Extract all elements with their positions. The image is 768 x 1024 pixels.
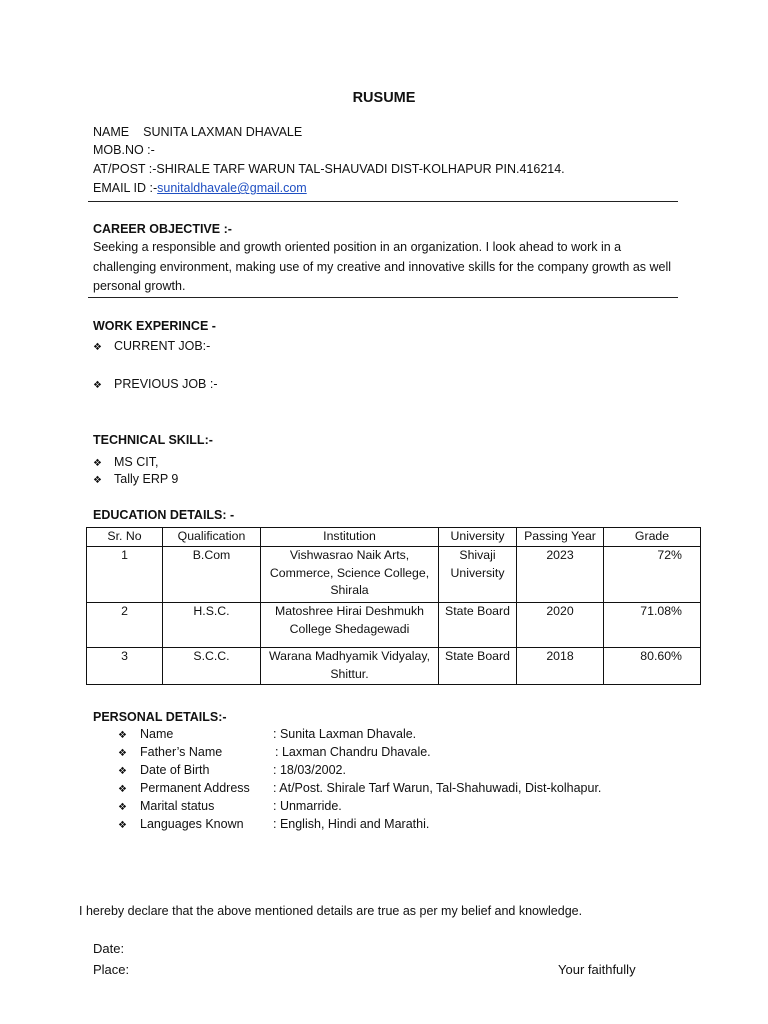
table-cell: 72% xyxy=(604,547,701,603)
technical-skill-title: TECHNICAL SKILL:- xyxy=(93,433,213,447)
page-title: RUSUME xyxy=(352,90,416,106)
detail-value: : At/Post. Shirale Tarf Warun, Tal-Shahuwadi, Dist-kolhapur. xyxy=(273,781,602,795)
column-header: Passing Year xyxy=(517,528,604,547)
diamond-bullet-icon: ❖ xyxy=(118,820,127,831)
column-header: Qualification xyxy=(163,528,261,547)
skill-item: MS CIT, xyxy=(114,455,159,469)
table-cell: 2020 xyxy=(517,603,604,648)
diamond-bullet-icon: ❖ xyxy=(118,802,127,813)
diamond-bullet-icon: ❖ xyxy=(93,380,102,391)
diamond-bullet-icon: ❖ xyxy=(93,458,102,469)
personal-detail-item xyxy=(118,817,429,831)
table-cell: Shivaji University xyxy=(439,547,517,603)
detail-label: Father’s Name xyxy=(140,745,223,759)
list-item xyxy=(93,377,218,391)
current-job-label: CURRENT JOB:- xyxy=(114,339,211,353)
table-cell: B.Com xyxy=(163,547,261,603)
table-cell: 2023 xyxy=(517,547,604,603)
personal-detail-item xyxy=(118,799,342,813)
diamond-bullet-icon: ❖ xyxy=(93,475,102,486)
diamond-bullet-icon: ❖ xyxy=(118,748,127,759)
personal-detail-item xyxy=(118,727,416,741)
personal-detail-item xyxy=(118,781,601,795)
name-label: NAME xyxy=(93,125,130,139)
career-objective-title: CAREER OBJECTIVE :- xyxy=(93,222,232,236)
detail-value: : Laxman Chandru Dhavale. xyxy=(275,745,431,759)
table-header-row xyxy=(87,528,701,547)
diamond-bullet-icon: ❖ xyxy=(118,784,127,795)
diamond-bullet-icon: ❖ xyxy=(93,342,102,353)
divider xyxy=(88,201,678,202)
detail-label: Marital status xyxy=(140,799,215,813)
personal-detail-item xyxy=(118,745,431,759)
diamond-bullet-icon: ❖ xyxy=(118,766,127,777)
detail-value: : English, Hindi and Marathi. xyxy=(273,817,430,831)
column-header: Sr. No xyxy=(87,528,163,547)
table-cell: State Board xyxy=(439,603,517,648)
column-header: Institution xyxy=(261,528,439,547)
table-row xyxy=(87,603,701,648)
work-experience-title: WORK EXPERINCE - xyxy=(93,319,216,333)
email-label: EMAIL ID :- xyxy=(93,181,158,195)
list-item xyxy=(93,472,178,486)
list-item xyxy=(93,339,210,353)
education-details-title: EDUCATION DETAILS: - xyxy=(93,508,235,522)
table-cell: 2 xyxy=(87,603,163,648)
detail-value: : Unmarride. xyxy=(273,799,342,813)
table-cell: 80.60% xyxy=(604,648,701,685)
personal-detail-item xyxy=(118,763,346,777)
previous-job-label: PREVIOUS JOB :- xyxy=(114,377,218,391)
column-header: Grade xyxy=(604,528,701,547)
name-value: SUNITA LAXMAN DHAVALE xyxy=(143,125,303,139)
table-cell: S.C.C. xyxy=(163,648,261,685)
education-table xyxy=(86,527,701,685)
detail-value: : Sunita Laxman Dhavale. xyxy=(273,727,417,741)
detail-label: Date of Birth xyxy=(140,763,210,777)
table-row xyxy=(87,547,701,603)
place-label: Place: xyxy=(93,962,130,977)
list-item xyxy=(93,455,158,469)
personal-details-title: PERSONAL DETAILS:- xyxy=(93,710,227,724)
table-cell: Warana Madhyamik Vidyalay, Shittur. xyxy=(261,648,439,685)
table-cell: H.S.C. xyxy=(163,603,261,648)
divider xyxy=(88,297,678,298)
closing-text: Your faithfully xyxy=(558,962,636,977)
column-header: University xyxy=(439,528,517,547)
name-line xyxy=(93,123,302,141)
detail-value: : 18/03/2002. xyxy=(273,763,346,777)
table-cell: 71.08% xyxy=(604,603,701,648)
table-cell: 1 xyxy=(87,547,163,603)
mobile-line: MOB.NO :- xyxy=(93,143,155,157)
detail-label: Name xyxy=(140,727,174,741)
detail-label: Languages Known xyxy=(140,817,244,831)
declaration-text: I hereby declare that the above mentioned details are true as per my belief and knowledge. xyxy=(79,904,583,918)
email-line xyxy=(93,179,307,197)
skill-item: Tally ERP 9 xyxy=(114,472,179,486)
table-row xyxy=(87,648,701,685)
table-cell: Vishwasrao Naik Arts, Commerce, Science College, Shirala xyxy=(261,547,439,603)
detail-label: Permanent Address xyxy=(140,781,250,795)
email-link[interactable]: sunitaldhavale@gmail.com xyxy=(157,181,307,195)
address-line: AT/POST :-SHIRALE TARF WARUN TAL-SHAUVADI DIST-KOLHAPUR PIN.416214. xyxy=(93,162,565,176)
table-cell: Matoshree Hirai Deshmukh College Shedagewadi xyxy=(261,603,439,648)
table-cell: State Board xyxy=(439,648,517,685)
career-objective-text: Seeking a responsible and growth oriented position in an organization. I look ahead to work in a challenging environment, making use of my creative and innovative skills for the company growth as well personal growth. xyxy=(93,240,672,293)
diamond-bullet-icon: ❖ xyxy=(118,730,127,741)
table-cell: 3 xyxy=(87,648,163,685)
date-label: Date: xyxy=(93,941,125,956)
table-cell: 2018 xyxy=(517,648,604,685)
